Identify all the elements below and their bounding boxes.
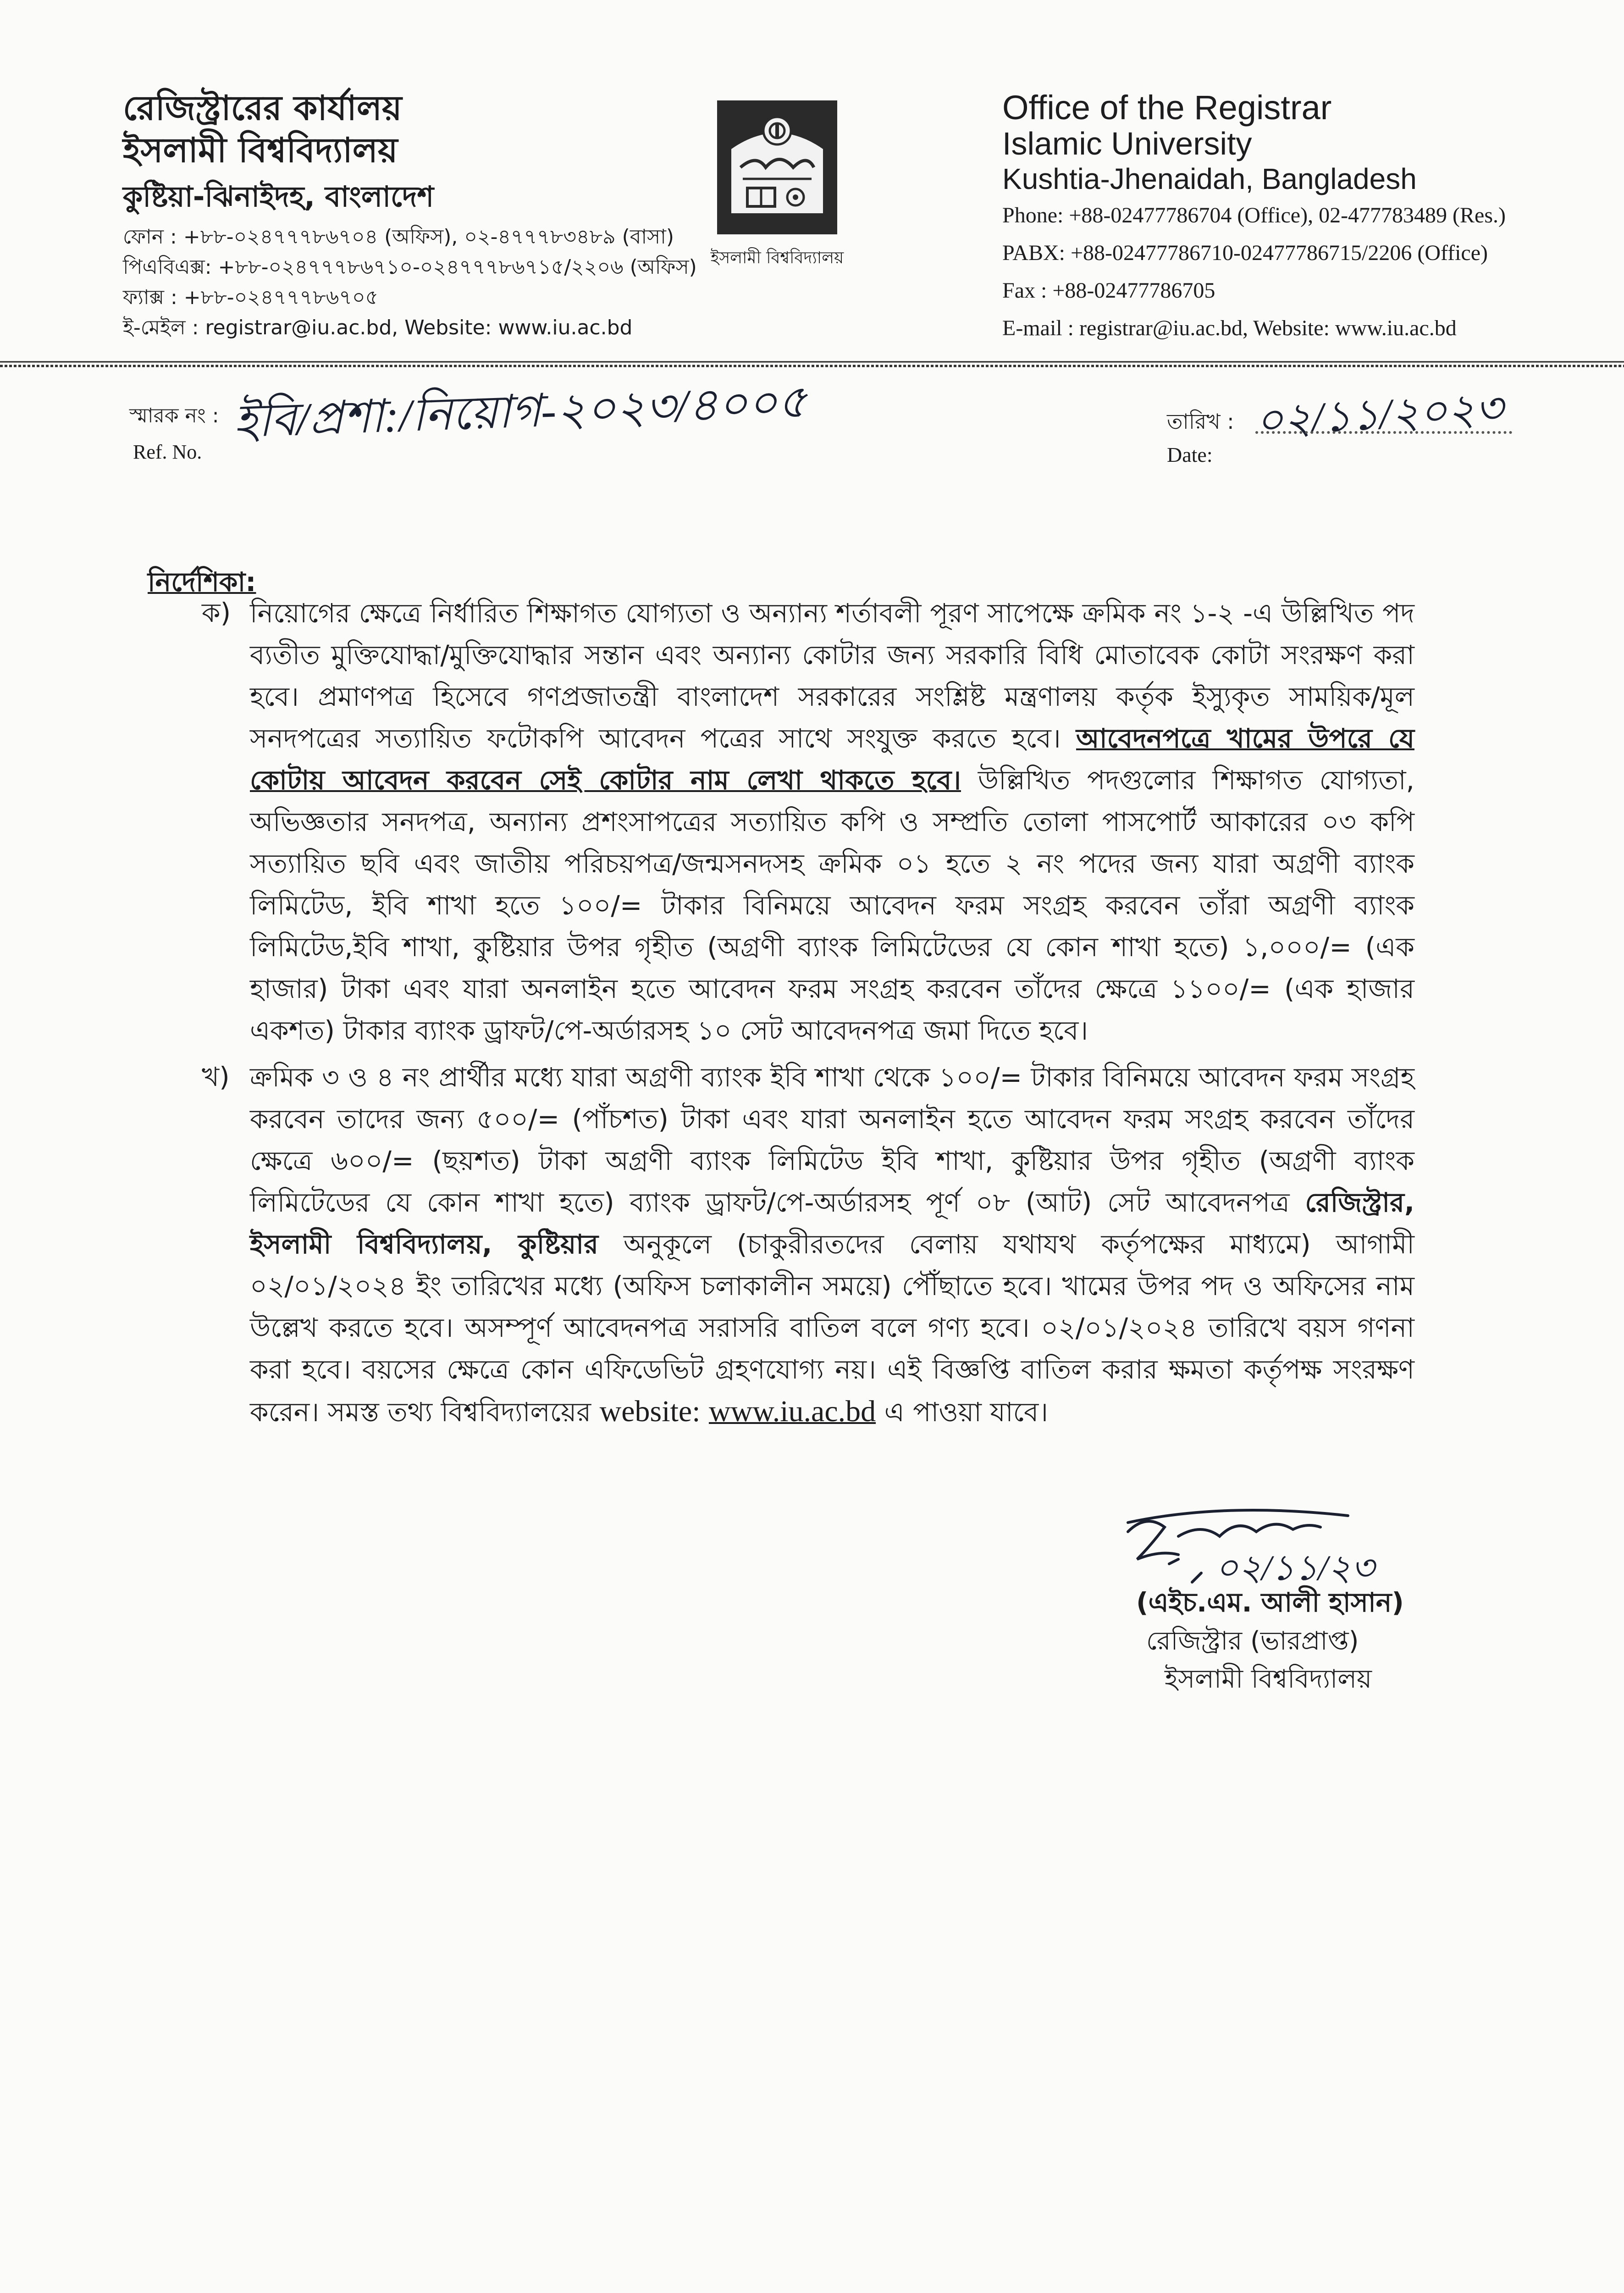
date-dotted-line (1255, 431, 1512, 434)
header-divider (0, 360, 1624, 368)
signatory-title: রেজিস্ট্রার (ভারপ্রাপ্ত) (1146, 1626, 1359, 1656)
item-marker-ka: ক) (202, 597, 231, 628)
item-ka-line-3: করা হবে। প্রমাণপত্র হিসেবে গণপ্রজাতন্ত্রী বাংলাদেশ সরকারের সংশ্লিষ্ট মন্ত্রণালয় কর্তৃক ইস্যুকৃত সাময়িক/মূল (250, 639, 1414, 712)
item-marker-kha: খ) (202, 1061, 230, 1092)
item-ka-rest: উল্লিখিত পদগুলোর শিক্ষাগত যোগ্যতা, অভিজ্ঞতার সনদপত্র, অন্যান্য প্রশংসাপত্রের সত্যায়িত কপি ও সম্প্রতি তোলা পাসপোর্ট আকারের ০৩ কপি সত্যায়িত ছবি এবং জাতীয় পরিচয়পত্র/জন্মসনদসহ ক্রমিক ০১ হতে ২ নং পদের জন্য যারা অগ্রণী ব্যাংক লিমিটেড, ইবি শাখা হতে ১০০/= টাকার বিনিময়ে আবেদন ফরম সংগ্রহ করবেন তাঁরা অগ্রণী ব্যাংক লিমিটেড,ইবি শাখা, কুষ্টিয়ার উপর গৃহীত (অগ্রণী ব্যাংক লিমিটেডের যে কোন শাখা হতে) ১,০০০/= (এক হাজার) টাকা এবং যারা অনলাইন হতে আবেদন ফরম সংগ্রহ করবেন তাঁদের ক্ষেত্রে ১১০০/= (এক হাজার একশত) টাকার ব্যাংক ড্রাফট/পে-অর্ডারসহ ১০ সেট আবেদনপত্র জমা দিতে হবে। (250, 764, 1414, 1046)
item-ka-line-1: নিয়োগের ক্ষেত্রে নির্ধারিত শিক্ষাগত যোগ্যতা ও অন্যান্য শর্তাবলী পূরণ সাপেক্ষে ক্রমিক নং ১-২ -এ উল্লিখিত (250, 598, 1374, 629)
email-web-en: E-mail : registrar@iu.ac.bd, Website: www.iu.ac.bd (1002, 316, 1457, 340)
item-kha-addressee: রেজিস্ট্রার, ইসলামী বিশ্ববিদ্যালয়, কুষ্টিয়ার (250, 1187, 1414, 1260)
item-kha-part-1: ক্রমিক ৩ ও ৪ নং প্রার্থীর মধ্যে যারা অগ্রণী ব্যাংক ইবি শাখা থেকে ১০০/= টাকার বিনিময়ে আবেদন ফরম সংগ্রহ করবেন তাদের জন্য ৫০০/= (পাঁচশত) টাকা এবং যারা অনলাইন হতে আবেদন ফরম সংগ্রহ করবেন তাঁদের ক্ষেত্রে ৬০০/= (ছয়শত) টাকা অগ্রণী ব্যাংক লিমিটেড ইবি শাখা, কুষ্টিয়ার উপর গৃহীত (অগ্রণী ব্যাংক লিমিটেডের যে কোন শাখা হতে) ব্যাংক ড্রাফট/পে-অর্ডারসহ পূর্ণ ০৮ (আট) সেট আবেদনপত্র (250, 1062, 1414, 1218)
item-kha-part-2: অনুকূলে (চাকুরীরতদের বেলায় যথাযথ কর্তৃপক্ষের মাধ্যমে) আগামী ০২/০১/২০২৪ ইং তারিখের মধ্যে (অফিস চলাকালীন সময়ে) পৌঁছাতে হবে। খামের উপর পদ ও অফিসের নাম উল্লেখ করতে হবে। অসম্পূর্ণ আবেদনপত্র সরাসরি বাতিল বলে গণ্য হবে। ০২/০১/২০২৪ তারিখে বয়স গণনা করা হবে। বয়সের ক্ষেত্রে কোন এফিডেভিট গ্রহণযোগ্য নয়। এই বিজ্ঞপ্তি বাতিল করার ক্ষমতা কর্তৃপক্ষ সংরক্ষণ করেন। সমস্ত তথ্য বিশ্ববিদ্যালয়ের (250, 1229, 1414, 1428)
email-web-bn: ই-মেইল : registrar@iu.ac.bd, Website: www.iu.ac.bd (123, 316, 633, 339)
seal-caption: ইসলামী বিশ্ববিদ্যালয় (710, 249, 844, 267)
fax-bn: ফ্যাক্স : +৮৮-০২৪৭৭৭৮৬৭০৫ (123, 286, 379, 309)
item-ka-emphasis: আবেদনপত্রে খামের উপরে যে কোটায় আবেদন করবেন সেই কোটার নাম লেখা থাকতে হবে। (250, 723, 1414, 796)
item-ka-line-4: সনদপত্রের সত্যায়িত ফটোকপি আবেদন পত্রের সাথে সংযুক্ত করতে হবে। (250, 723, 1061, 754)
signature-date: ০২/১১/২৩ (1215, 1548, 1375, 1588)
header-english (1002, 89, 1598, 347)
header-bengali (123, 87, 719, 343)
university-name-en: Islamic University (1002, 126, 1252, 161)
date-handwritten: ০২/১১/২০২৩ (1254, 384, 1505, 445)
ref-label-en: Ref. No. (133, 441, 202, 463)
pabx-en: PABX: +88-02477786710-02477786715/2206 (Office) (1002, 241, 1488, 265)
item-kha-tail: এ পাওয়া যাবে। (884, 1396, 1048, 1428)
item-ka-line-2: পদ ব্যতীত মুক্তিযোদ্ধা/মুক্তিযোদ্ধার সন্তান এবং অন্যান্য কোটার জন্য সরকারি বিধি মোতাবেক কোটা সংরক্ষণ (250, 598, 1415, 670)
ref-number-handwritten: ইবি/প্রশা:/নিয়োগ-২০২৩/৪০০৫ (233, 376, 808, 447)
item-body-kha (250, 1057, 1414, 1433)
university-name-bn: ইসলামী বিশ্ববিদ্যালয় (123, 131, 398, 170)
signatory-name: (এইচ.এম. আলী হাসান) (1136, 1587, 1404, 1618)
website-link[interactable]: www.iu.ac.bd (708, 1395, 876, 1428)
phone-en: Phone: +88-02477786704 (Office), 02-477783489 (Res.) (1002, 203, 1506, 227)
date-label-en: Date: (1167, 443, 1213, 466)
date-label-bn: তারিখ : (1167, 409, 1234, 434)
phone-bn: ফোন : +৮৮-০২৪৭৭৭৮৬৭০৪ (অফিস), ০২-৪৭৭৭৮৩৪৮৯ (বাসা) (123, 225, 674, 249)
ref-label-bn: স্মারক নং : (129, 404, 219, 427)
office-name-bn: রেজিস্ট্রারের কার্যালয় (123, 89, 402, 128)
signatory-organization: ইসলামী বিশ্ববিদ্যালয় (1165, 1664, 1372, 1694)
fax-en: Fax : +88-02477786705 (1002, 278, 1215, 303)
instructions-heading: নির্দেশিকা: (148, 566, 256, 598)
location-bn: কুষ্টিয়া-ঝিনাইদহ, বাংলাদেশ (123, 180, 434, 213)
item-body-ka (250, 593, 1414, 1052)
website-label: website: (599, 1395, 701, 1428)
pabx-bn: পিএবিএক্স: +৮৮-০২৪৭৭৭৮৬৭১০-০২৪৭৭৭৮৬৭১৫/২২০৬ (অফিস) (123, 255, 697, 279)
university-seal-logo (715, 99, 839, 236)
location-en: Kushtia-Jhenaidah, Bangladesh (1002, 162, 1417, 195)
office-name-en: Office of the Registrar (1002, 89, 1332, 127)
